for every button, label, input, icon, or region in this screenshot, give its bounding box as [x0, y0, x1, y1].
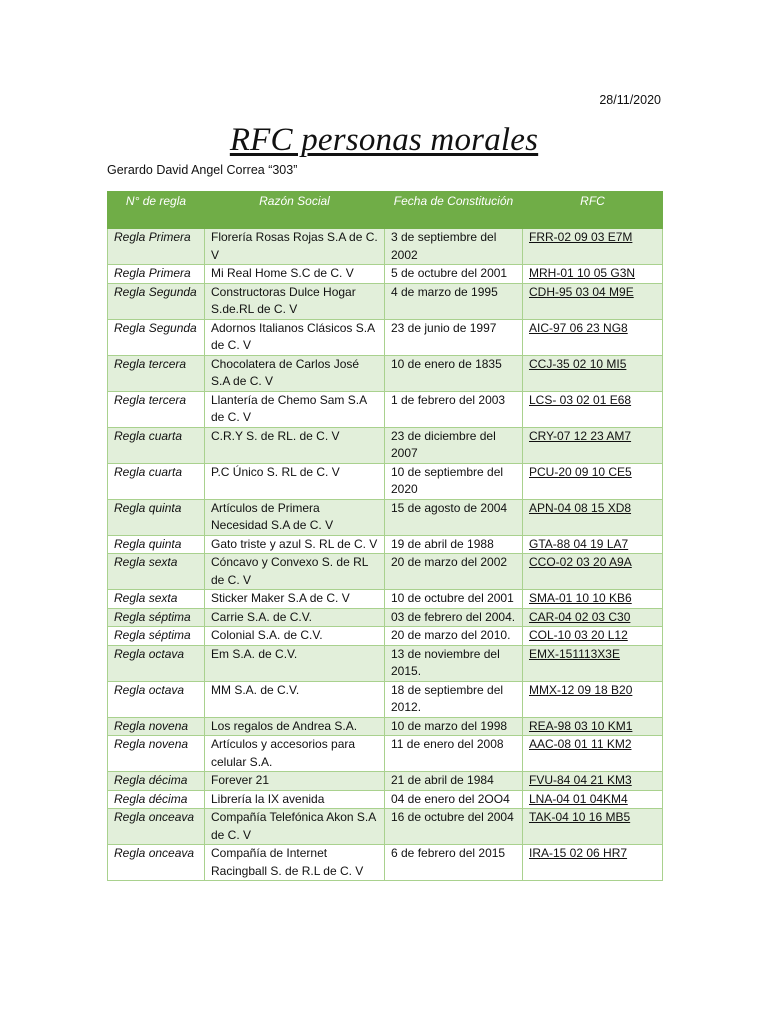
razon-social-cell: MM S.A. de C.V. [205, 681, 385, 717]
regla-cell: Regla Primera [108, 265, 205, 284]
razon-social-cell: Forever 21 [205, 772, 385, 791]
fecha-cell: 3 de septiembre del 2002 [385, 229, 523, 265]
table-row [108, 463, 663, 499]
razon-social-cell: Em S.A. de C.V. [205, 645, 385, 681]
rfc-cell: FRR-02 09 03 E7M [523, 229, 663, 265]
regla-cell: Regla novena [108, 736, 205, 772]
razon-social-cell: Artículos de Primera Necesidad S.A de C. V [205, 499, 385, 535]
rfc-cell: SMA-01 10 10 KB6 [523, 590, 663, 609]
regla-cell: Regla sexta [108, 590, 205, 609]
fecha-cell: 20 de marzo del 2002 [385, 554, 523, 590]
rfc-cell: AAC-08 01 11 KM2 [523, 736, 663, 772]
regla-cell: Regla octava [108, 645, 205, 681]
rfc-cell: APN-04 08 15 XD8 [523, 499, 663, 535]
razon-social-cell: Adornos Italianos Clásicos S.A de C. V [205, 319, 385, 355]
regla-cell: Regla quinta [108, 499, 205, 535]
table-row [108, 845, 663, 881]
regla-cell: Regla cuarta [108, 427, 205, 463]
razon-social-cell: P.C Único S. RL de C. V [205, 463, 385, 499]
rfc-cell: CAR-04 02 03 C30 [523, 608, 663, 627]
table-row [108, 772, 663, 791]
table-row [108, 265, 663, 284]
rfc-cell: FVU-84 04 21 KM3 [523, 772, 663, 791]
table-header-row [108, 192, 663, 229]
regla-cell: Regla cuarta [108, 463, 205, 499]
table-row [108, 355, 663, 391]
rfc-cell: GTA-88 04 19 LA7 [523, 535, 663, 554]
document-title: RFC personas morales [229, 122, 539, 158]
razon-social-cell: Compañía de Internet Racingball S. de R.L de C. V [205, 845, 385, 881]
rfc-cell: CRY-07 12 23 AM7 [523, 427, 663, 463]
table-row [108, 229, 663, 265]
regla-cell: Regla onceava [108, 809, 205, 845]
table-row [108, 535, 663, 554]
fecha-cell: 5 de octubre del 2001 [385, 265, 523, 284]
fecha-cell: 10 de septiembre del 2020 [385, 463, 523, 499]
regla-cell: Regla novena [108, 717, 205, 736]
fecha-cell: 11 de enero del 2008 [385, 736, 523, 772]
rfc-cell: MRH-01 10 05 G3N [523, 265, 663, 284]
razon-social-cell: Sticker Maker S.A de C. V [205, 590, 385, 609]
header-razon-social: Razón Social [205, 192, 385, 229]
rfc-table [107, 191, 663, 881]
fecha-cell: 21 de abril de 1984 [385, 772, 523, 791]
regla-cell: Regla Segunda [108, 319, 205, 355]
regla-cell: Regla séptima [108, 608, 205, 627]
fecha-cell: 6 de febrero del 2015 [385, 845, 523, 881]
rfc-cell: CCJ-35 02 10 MI5 [523, 355, 663, 391]
razon-social-cell: Llantería de Chemo Sam S.A de C. V [205, 391, 385, 427]
razon-social-cell: Chocolatera de Carlos José S.A de C. V [205, 355, 385, 391]
fecha-cell: 10 de enero de 1835 [385, 355, 523, 391]
rfc-cell: AIC-97 06 23 NG8 [523, 319, 663, 355]
fecha-cell: 13 de noviembre del 2015. [385, 645, 523, 681]
regla-cell: Regla Segunda [108, 283, 205, 319]
header-rfc: RFC [523, 192, 663, 229]
regla-cell: Regla tercera [108, 355, 205, 391]
fecha-cell: 15 de agosto de 2004 [385, 499, 523, 535]
table-row [108, 736, 663, 772]
rfc-cell: EMX-151113X3E [523, 645, 663, 681]
table-row [108, 608, 663, 627]
table-row [108, 627, 663, 646]
table-row [108, 681, 663, 717]
table-row [108, 590, 663, 609]
fecha-cell: 23 de junio de 1997 [385, 319, 523, 355]
razon-social-cell: C.R.Y S. de RL. de C. V [205, 427, 385, 463]
rfc-cell: COL-10 03 20 L12 [523, 627, 663, 646]
rfc-cell: IRA-15 02 06 HR7 [523, 845, 663, 881]
rfc-cell: LCS- 03 02 01 E68 [523, 391, 663, 427]
razon-social-cell: Cóncavo y Convexo S. de RL de C. V [205, 554, 385, 590]
rfc-cell: CCO-02 03 20 A9A [523, 554, 663, 590]
rfc-cell: MMX-12 09 18 B20 [523, 681, 663, 717]
header-fecha: Fecha de Constitución [385, 192, 523, 229]
razon-social-cell: Carrie S.A. de C.V. [205, 608, 385, 627]
table-row [108, 319, 663, 355]
razon-social-cell: Los regalos de Andrea S.A. [205, 717, 385, 736]
razon-social-cell: Constructoras Dulce Hogar S.de.RL de C. V [205, 283, 385, 319]
fecha-cell: 10 de marzo del 1998 [385, 717, 523, 736]
table-row [108, 645, 663, 681]
razon-social-cell: Florería Rosas Rojas S.A de C. V [205, 229, 385, 265]
regla-cell: Regla sexta [108, 554, 205, 590]
fecha-cell: 10 de octubre del 2001 [385, 590, 523, 609]
fecha-cell: 1 de febrero del 2003 [385, 391, 523, 427]
regla-cell: Regla octava [108, 681, 205, 717]
fecha-cell: 19 de abril de 1988 [385, 535, 523, 554]
fecha-cell: 16 de octubre del 2004 [385, 809, 523, 845]
fecha-cell: 20 de marzo del 2010. [385, 627, 523, 646]
regla-cell: Regla quinta [108, 535, 205, 554]
table-row [108, 499, 663, 535]
table-body [108, 229, 663, 881]
rfc-cell: PCU-20 09 10 CE5 [523, 463, 663, 499]
fecha-cell: 18 de septiembre del 2012. [385, 681, 523, 717]
regla-cell: Regla onceava [108, 845, 205, 881]
rfc-cell: TAK-04 10 16 MB5 [523, 809, 663, 845]
table-row [108, 427, 663, 463]
header-regla: N° de regla [108, 192, 205, 229]
regla-cell: Regla décima [108, 772, 205, 791]
fecha-cell: 04 de enero del 2OO4 [385, 790, 523, 809]
fecha-cell: 03 de febrero del 2004. [385, 608, 523, 627]
razon-social-cell: Artículos y accesorios para celular S.A. [205, 736, 385, 772]
table-row [108, 717, 663, 736]
rfc-cell: LNA-04 01 04KM4 [523, 790, 663, 809]
regla-cell: Regla séptima [108, 627, 205, 646]
razon-social-cell: Librería la IX avenida [205, 790, 385, 809]
regla-cell: Regla décima [108, 790, 205, 809]
rfc-cell: CDH-95 03 04 M9E [523, 283, 663, 319]
table-row [108, 554, 663, 590]
razon-social-cell: Gato triste y azul S. RL de C. V [205, 535, 385, 554]
razon-social-cell: Colonial S.A. de C.V. [205, 627, 385, 646]
fecha-cell: 23 de diciembre del 2007 [385, 427, 523, 463]
table-row [108, 809, 663, 845]
razon-social-cell: Mi Real Home S.C de C. V [205, 265, 385, 284]
regla-cell: Regla Primera [108, 229, 205, 265]
rfc-cell: REA-98 03 10 KM1 [523, 717, 663, 736]
regla-cell: Regla tercera [108, 391, 205, 427]
fecha-cell: 4 de marzo de 1995 [385, 283, 523, 319]
table-row [108, 283, 663, 319]
document-date: 28/11/2020 [599, 93, 661, 107]
table-row [108, 790, 663, 809]
table-row [108, 391, 663, 427]
razon-social-cell: Compañía Telefónica Akon S.A de C. V [205, 809, 385, 845]
author-line: Gerardo David Angel Correa “303” [107, 163, 298, 177]
